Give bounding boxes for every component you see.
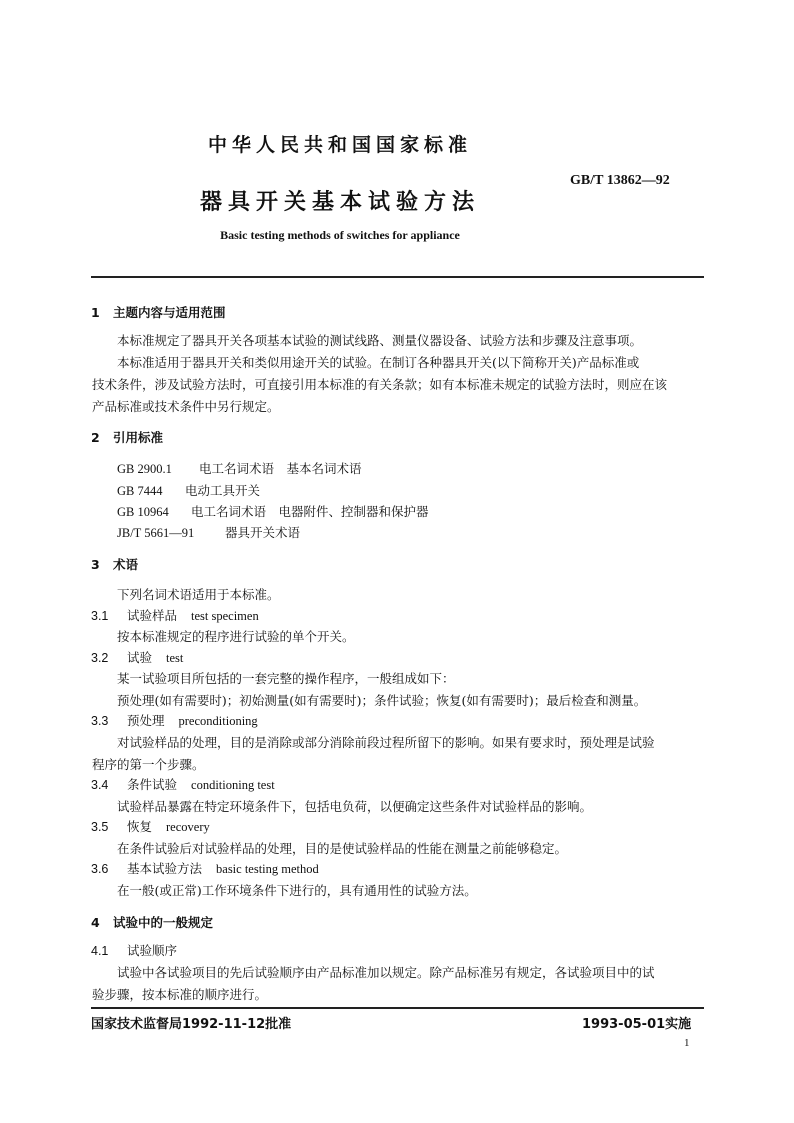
term-cn: 条件试验 <box>127 777 178 792</box>
reference-code: GB 2900.1 <box>117 462 172 476</box>
clause-number: 3.5 <box>91 820 109 834</box>
clause-number: 3.1 <box>91 609 109 623</box>
term-cn: 试验 <box>127 650 153 665</box>
term-definition: 对试验样品的处理，目的是消除或部分消除前段过程所留下的影响。如果有要求时，预处理是试验 <box>117 735 655 750</box>
reference-code: JB/T 5661—91 <box>117 526 195 540</box>
term-heading <box>91 775 275 793</box>
section-title: 引用标准 <box>113 430 164 445</box>
term-cn: 恢复 <box>127 819 153 834</box>
paragraph: 试验中各试验项目的先后试验顺序由产品标准加以规定。除产品标准另有规定，各试验项目中的试 <box>117 965 655 980</box>
section-number: 1 <box>91 305 100 320</box>
paragraph: 技术条件，涉及试验方法时，可直接引用本标准的有关条款；如有本标准未规定的试验方法时，则应在该 <box>92 377 668 392</box>
section-4-heading <box>91 913 213 931</box>
term-cn: 基本试验方法 <box>127 861 203 876</box>
term-definition: 在一般(或正常)工作环境条件下进行的，具有通用性的试验方法。 <box>117 883 477 898</box>
reference-name: 器具开关术语 <box>225 525 301 540</box>
term-cn: 预处理 <box>127 713 165 728</box>
reference-item <box>117 522 300 544</box>
standard-code: GB/T 13862—92 <box>570 173 670 188</box>
clause-number: 3.4 <box>91 778 109 792</box>
footer-rule <box>91 1007 704 1009</box>
section-title: 主题内容与适用范围 <box>113 305 226 320</box>
standard-name: 中华人民共和国国家标准 <box>207 134 472 156</box>
paragraph: 产品标准或技术条件中另行规定。 <box>92 399 280 414</box>
term-heading <box>91 648 183 666</box>
paragraph: 下列名词术语适用于本标准。 <box>117 587 280 602</box>
clause-title: 试验顺序 <box>127 943 178 958</box>
effective-date: 1993-05-01实施 <box>582 1017 692 1032</box>
paragraph: 本标准适用于器具开关和类似用途开关的试验。在制订各种器具开关(以下简称开关)产品标准或 <box>117 355 640 370</box>
reference-code: GB 10964 <box>117 505 169 519</box>
term-heading <box>91 817 210 835</box>
document-title-cn: 器具开关基本试验方法 <box>199 190 480 215</box>
clause-heading <box>91 941 177 959</box>
section-number: 2 <box>91 430 100 445</box>
page-number: 1 <box>684 1037 690 1049</box>
term-en: recovery <box>166 820 210 834</box>
section-title: 术语 <box>113 557 139 572</box>
paragraph: 本标准规定了器具开关各项基本试验的测试线路、测量仪器设备、试验方法和步骤及注意事项。 <box>117 333 643 348</box>
approval-date: 国家技术监督局1992-11-12批准 <box>91 1017 292 1032</box>
paragraph: 验步骤，按本标准的顺序进行。 <box>92 987 268 1002</box>
section-number: 4 <box>91 915 100 930</box>
reference-item <box>117 458 362 480</box>
document-title-en: Basic testing methods of switches for appliance <box>220 228 460 242</box>
term-heading <box>91 859 319 877</box>
section-title: 试验中的一般规定 <box>113 915 214 930</box>
term-cn: 试验样品 <box>127 608 178 623</box>
clause-number: 3.2 <box>91 651 109 665</box>
term-en: test specimen <box>191 609 259 623</box>
term-en: conditioning test <box>191 778 275 792</box>
reference-name: 电工名词术语 电器附件、控制器和保护器 <box>191 504 429 519</box>
term-definition: 程序的第一个步骤。 <box>92 757 205 772</box>
reference-name: 电工名词术语 基本名词术语 <box>199 461 362 476</box>
term-definition: 在条件试验后对试验样品的处理，目的是使试验样品的性能在测量之前能够稳定。 <box>117 841 568 856</box>
header-rule <box>91 276 704 278</box>
term-definition: 试验样品暴露在特定环境条件下，包括电负荷，以便确定这些条件对试验样品的影响。 <box>117 799 593 814</box>
section-3-heading <box>91 555 138 573</box>
term-en: test <box>166 651 184 665</box>
clause-number: 3.3 <box>91 714 109 728</box>
term-en: preconditioning <box>178 714 258 728</box>
term-en: basic testing method <box>216 862 319 876</box>
section-2-heading <box>91 428 163 446</box>
term-definition: 按本标准规定的程序进行试验的单个开关。 <box>117 629 355 644</box>
reference-name: 电动工具开关 <box>185 483 261 498</box>
term-definition: 预处理(如有需要时)；初始测量(如有需要时)；条件试验；恢复(如有需要时)；最后检查和测量。 <box>117 693 647 708</box>
reference-code: GB 7444 <box>117 484 163 498</box>
reference-item <box>117 501 429 523</box>
term-definition: 某一试验项目所包括的一套完整的操作程序，一般组成如下： <box>117 671 455 686</box>
clause-number: 4.1 <box>91 944 109 958</box>
reference-item <box>117 480 260 502</box>
clause-number: 3.6 <box>91 862 109 876</box>
section-number: 3 <box>91 557 100 572</box>
section-1-heading <box>91 303 226 321</box>
term-heading <box>91 711 258 729</box>
term-heading <box>91 606 259 624</box>
